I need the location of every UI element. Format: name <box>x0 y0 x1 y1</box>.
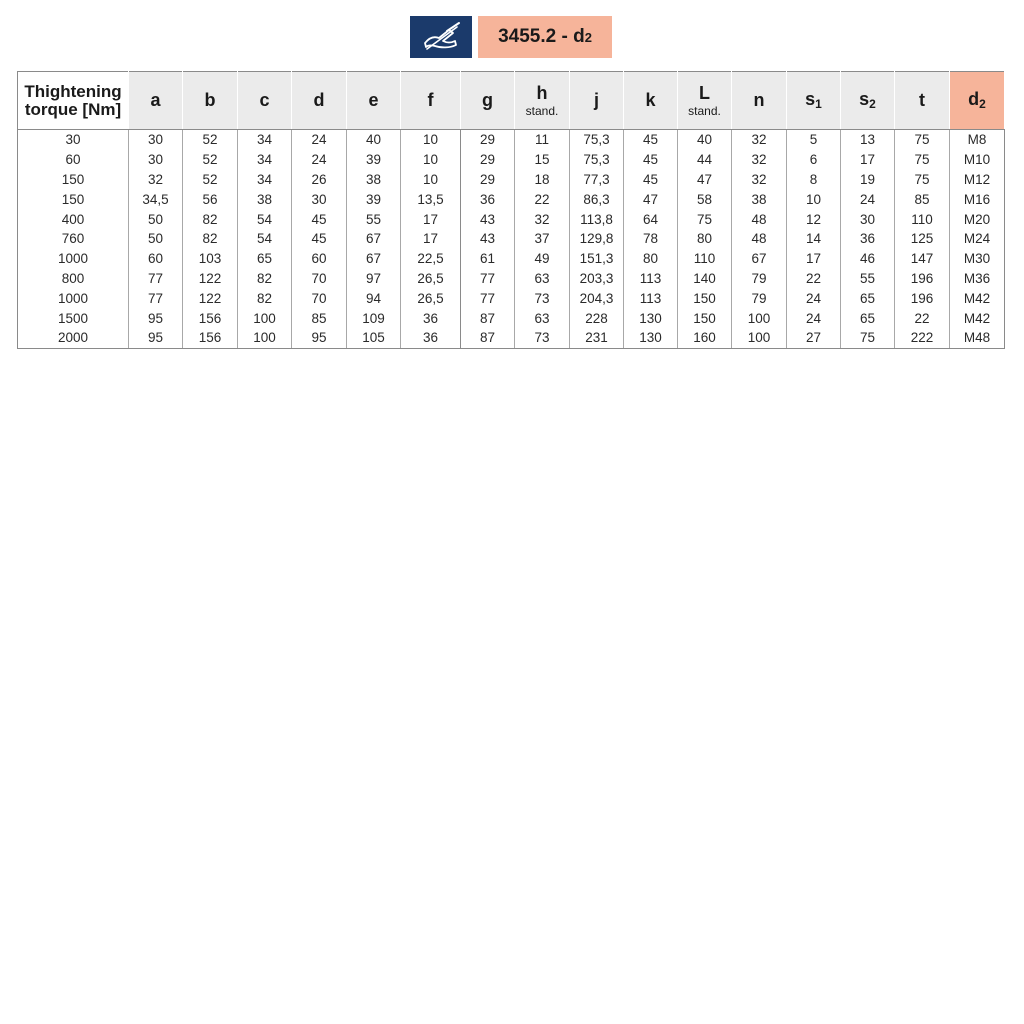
table-cell: 156 <box>183 328 238 348</box>
table-cell: 45 <box>624 170 678 190</box>
table-cell: 13,5 <box>401 189 461 209</box>
column-header-label: L <box>699 82 710 103</box>
table-cell: 22 <box>787 269 841 289</box>
table-cell: 2000 <box>18 328 129 348</box>
table-cell: 87 <box>461 308 515 328</box>
table-cell: 67 <box>732 249 787 269</box>
table-cell: 75 <box>895 170 950 190</box>
pencil-hand-icon <box>410 16 472 58</box>
table-cell: 222 <box>895 328 950 348</box>
table-cell: 67 <box>347 229 401 249</box>
column-header-label: c <box>259 90 270 111</box>
table-cell: 30 <box>129 130 183 150</box>
column-header-15 <box>895 72 950 130</box>
table-cell: 65 <box>238 249 292 269</box>
table-row <box>18 269 1005 289</box>
table-cell: 150 <box>678 288 732 308</box>
reference-sub: 2 <box>584 29 592 45</box>
table-cell: 80 <box>678 229 732 249</box>
table-cell: 43 <box>461 209 515 229</box>
column-header-9 <box>570 72 624 130</box>
table-cell: 54 <box>238 229 292 249</box>
table-cell: 77 <box>461 269 515 289</box>
table-cell: 37 <box>515 229 570 249</box>
column-header-subscript: 2 <box>979 97 986 112</box>
table-cell: 13 <box>841 130 895 150</box>
table-cell: 12 <box>787 209 841 229</box>
table-cell: 113 <box>624 288 678 308</box>
table-cell: M12 <box>950 170 1005 190</box>
table-cell: 46 <box>841 249 895 269</box>
table-cell: 43 <box>461 229 515 249</box>
table-row <box>18 150 1005 170</box>
column-header-12 <box>732 72 787 130</box>
table-cell: 105 <box>347 328 401 348</box>
column-header-10 <box>624 72 678 130</box>
table-cell: 40 <box>347 130 401 150</box>
table-cell: M8 <box>950 130 1005 150</box>
table-cell: 231 <box>570 328 624 348</box>
column-header-label: Thightening torque [Nm] <box>24 81 122 119</box>
table-cell: 75 <box>895 130 950 150</box>
table-cell: 17 <box>401 209 461 229</box>
table-cell: M20 <box>950 209 1005 229</box>
column-header-label: f <box>427 90 434 111</box>
table-cell: 110 <box>895 209 950 229</box>
table-cell: 130 <box>624 308 678 328</box>
column-header-subscript: 1 <box>815 97 822 112</box>
table-cell: 6 <box>787 150 841 170</box>
table-cell: 800 <box>18 269 129 289</box>
table-cell: 70 <box>292 288 347 308</box>
table-cell: 44 <box>678 150 732 170</box>
reference-main: 3455.2 - d <box>498 26 585 47</box>
column-header-label: k <box>645 90 656 111</box>
table-cell: 113 <box>624 269 678 289</box>
table-cell: 67 <box>347 249 401 269</box>
table-cell: 10 <box>401 170 461 190</box>
table-cell: 113,8 <box>570 209 624 229</box>
table-cell: 109 <box>347 308 401 328</box>
table-cell: 58 <box>678 189 732 209</box>
table-cell: 17 <box>401 229 461 249</box>
dimensions-table <box>17 71 1005 349</box>
table-cell: 63 <box>515 308 570 328</box>
column-header-note: stand. <box>525 103 559 118</box>
column-header-label: s <box>859 89 870 110</box>
table-cell: 52 <box>183 130 238 150</box>
table-cell: 36 <box>401 308 461 328</box>
table-cell: 60 <box>18 150 129 170</box>
table-row <box>18 328 1005 348</box>
table-cell: 48 <box>732 209 787 229</box>
table-cell: 228 <box>570 308 624 328</box>
column-header-4 <box>292 72 347 130</box>
table-row <box>18 288 1005 308</box>
column-header-label: b <box>204 90 216 111</box>
table-cell: 95 <box>129 328 183 348</box>
table-cell: 75 <box>678 209 732 229</box>
table-cell: 77 <box>461 288 515 308</box>
table-cell: 140 <box>678 269 732 289</box>
table-cell: 40 <box>678 130 732 150</box>
table-cell: 129,8 <box>570 229 624 249</box>
column-header-16 <box>950 72 1005 130</box>
table-cell: 1000 <box>18 288 129 308</box>
table-row <box>18 249 1005 269</box>
table-cell: 17 <box>841 150 895 170</box>
table-cell: 82 <box>183 209 238 229</box>
table-cell: 30 <box>18 130 129 150</box>
column-header-label: t <box>919 90 925 111</box>
table-cell: M30 <box>950 249 1005 269</box>
table-cell: 54 <box>238 209 292 229</box>
table-cell: 75 <box>895 150 950 170</box>
table-cell: 34 <box>238 150 292 170</box>
table-cell: 22,5 <box>401 249 461 269</box>
table-cell: 8 <box>787 170 841 190</box>
table-cell: 1000 <box>18 249 129 269</box>
column-header-label: h <box>536 82 548 103</box>
table-cell: 29 <box>461 130 515 150</box>
table-cell: 45 <box>624 130 678 150</box>
table-cell: M42 <box>950 288 1005 308</box>
table-cell: 30 <box>292 189 347 209</box>
table-cell: M36 <box>950 269 1005 289</box>
table-cell: 122 <box>183 269 238 289</box>
column-header-label: n <box>753 90 765 111</box>
table-cell: 75,3 <box>570 150 624 170</box>
table-cell: 45 <box>624 150 678 170</box>
column-header-note: stand. <box>688 103 721 118</box>
table-cell: 79 <box>732 269 787 289</box>
table-cell: 32 <box>732 150 787 170</box>
table-cell: 32 <box>129 170 183 190</box>
table-cell: 156 <box>183 308 238 328</box>
table-cell: 26,5 <box>401 288 461 308</box>
column-header-1 <box>129 72 183 130</box>
table-cell: 15 <box>515 150 570 170</box>
table-cell: 52 <box>183 150 238 170</box>
column-header-3 <box>238 72 292 130</box>
table-cell: 150 <box>18 170 129 190</box>
table-cell: 110 <box>678 249 732 269</box>
table-cell: 19 <box>841 170 895 190</box>
column-header-subscript: 2 <box>869 97 876 112</box>
table-cell: 45 <box>292 229 347 249</box>
table-cell: 61 <box>461 249 515 269</box>
table-cell: 95 <box>129 308 183 328</box>
table-cell: 85 <box>292 308 347 328</box>
table-cell: 34 <box>238 170 292 190</box>
table-cell: 29 <box>461 150 515 170</box>
table-cell: 24 <box>787 308 841 328</box>
table-cell: 24 <box>292 130 347 150</box>
table-cell: 38 <box>238 189 292 209</box>
table-cell: 760 <box>18 229 129 249</box>
table-cell: 77 <box>129 269 183 289</box>
column-header-8 <box>515 72 570 130</box>
table-cell: 39 <box>347 150 401 170</box>
table-cell: 55 <box>347 209 401 229</box>
table-row <box>18 170 1005 190</box>
table-cell: 39 <box>347 189 401 209</box>
table-cell: 147 <box>895 249 950 269</box>
table-cell: 85 <box>895 189 950 209</box>
table-cell: 47 <box>678 170 732 190</box>
table-cell: 38 <box>732 189 787 209</box>
column-header-11 <box>678 72 732 130</box>
table-cell: 36 <box>841 229 895 249</box>
table-cell: 34 <box>238 130 292 150</box>
table-cell: 203,3 <box>570 269 624 289</box>
table-cell: 78 <box>624 229 678 249</box>
table-cell: 204,3 <box>570 288 624 308</box>
table-cell: 5 <box>787 130 841 150</box>
table-cell: 24 <box>292 150 347 170</box>
table-cell: 130 <box>624 328 678 348</box>
table-cell: 30 <box>841 209 895 229</box>
table-cell: 24 <box>841 189 895 209</box>
table-cell: 73 <box>515 288 570 308</box>
column-header-0 <box>18 72 129 130</box>
table-cell: 77 <box>129 288 183 308</box>
title-bar <box>410 16 612 58</box>
table-cell: 63 <box>515 269 570 289</box>
table-cell: 65 <box>841 288 895 308</box>
column-header-7 <box>461 72 515 130</box>
column-header-14 <box>841 72 895 130</box>
table-cell: 82 <box>183 229 238 249</box>
column-header-label: s <box>805 89 816 110</box>
column-header-label: d <box>968 89 980 110</box>
table-cell: 36 <box>461 189 515 209</box>
table-cell: 400 <box>18 209 129 229</box>
table-cell: 22 <box>515 189 570 209</box>
table-cell: 17 <box>787 249 841 269</box>
dimensions-table-wrapper <box>17 71 1004 349</box>
table-cell: 36 <box>401 328 461 348</box>
table-cell: 56 <box>183 189 238 209</box>
table-cell: 18 <box>515 170 570 190</box>
table-cell: 48 <box>732 229 787 249</box>
reference-label <box>478 16 612 58</box>
table-cell: 97 <box>347 269 401 289</box>
table-cell: 100 <box>732 328 787 348</box>
column-header-label: e <box>368 90 379 111</box>
table-cell: 47 <box>624 189 678 209</box>
table-cell: 50 <box>129 209 183 229</box>
table-cell: 160 <box>678 328 732 348</box>
table-cell: 79 <box>732 288 787 308</box>
table-cell: 49 <box>515 249 570 269</box>
table-cell: 29 <box>461 170 515 190</box>
table-cell: 14 <box>787 229 841 249</box>
table-cell: 73 <box>515 328 570 348</box>
table-cell: 82 <box>238 269 292 289</box>
table-cell: 38 <box>347 170 401 190</box>
table-cell: 10 <box>401 150 461 170</box>
table-cell: 50 <box>129 229 183 249</box>
column-header-13 <box>787 72 841 130</box>
table-cell: M10 <box>950 150 1005 170</box>
column-header-6 <box>401 72 461 130</box>
table-cell: 80 <box>624 249 678 269</box>
table-cell: M48 <box>950 328 1005 348</box>
table-cell: 60 <box>292 249 347 269</box>
header-row <box>18 72 1005 130</box>
table-cell: 26 <box>292 170 347 190</box>
table-cell: 100 <box>238 308 292 328</box>
table-cell: 150 <box>18 189 129 209</box>
table-cell: 1500 <box>18 308 129 328</box>
table-cell: 151,3 <box>570 249 624 269</box>
table-row <box>18 130 1005 150</box>
table-row <box>18 229 1005 249</box>
table-cell: 100 <box>732 308 787 328</box>
table-row <box>18 209 1005 229</box>
table-cell: 103 <box>183 249 238 269</box>
column-header-label: j <box>593 90 599 111</box>
table-cell: M16 <box>950 189 1005 209</box>
table-cell: 70 <box>292 269 347 289</box>
table-cell: 10 <box>787 189 841 209</box>
column-header-label: g <box>482 90 493 111</box>
table-cell: 75,3 <box>570 130 624 150</box>
table-cell: 196 <box>895 288 950 308</box>
table-body <box>18 130 1005 349</box>
column-header-label: a <box>150 90 161 111</box>
table-cell: 30 <box>129 150 183 170</box>
table-cell: 64 <box>624 209 678 229</box>
table-row <box>18 189 1005 209</box>
table-cell: 32 <box>732 170 787 190</box>
table-cell: 32 <box>515 209 570 229</box>
table-cell: 22 <box>895 308 950 328</box>
table-row <box>18 308 1005 328</box>
table-cell: 87 <box>461 328 515 348</box>
table-cell: 95 <box>292 328 347 348</box>
table-cell: 94 <box>347 288 401 308</box>
table-cell: 34,5 <box>129 189 183 209</box>
table-cell: 86,3 <box>570 189 624 209</box>
table-cell: M24 <box>950 229 1005 249</box>
table-cell: 77,3 <box>570 170 624 190</box>
table-cell: 60 <box>129 249 183 269</box>
table-cell: 11 <box>515 130 570 150</box>
table-cell: 24 <box>787 288 841 308</box>
table-cell: 122 <box>183 288 238 308</box>
table-cell: 10 <box>401 130 461 150</box>
table-cell: 82 <box>238 288 292 308</box>
table-cell: 150 <box>678 308 732 328</box>
table-cell: 26,5 <box>401 269 461 289</box>
column-header-5 <box>347 72 401 130</box>
table-cell: 45 <box>292 209 347 229</box>
table-cell: 125 <box>895 229 950 249</box>
column-header-label: d <box>313 90 325 111</box>
table-cell: 55 <box>841 269 895 289</box>
table-cell: 32 <box>732 130 787 150</box>
table-cell: 196 <box>895 269 950 289</box>
table-cell: 100 <box>238 328 292 348</box>
table-cell: 52 <box>183 170 238 190</box>
table-cell: 75 <box>841 328 895 348</box>
column-header-2 <box>183 72 238 130</box>
table-cell: M42 <box>950 308 1005 328</box>
table-cell: 65 <box>841 308 895 328</box>
table-cell: 27 <box>787 328 841 348</box>
